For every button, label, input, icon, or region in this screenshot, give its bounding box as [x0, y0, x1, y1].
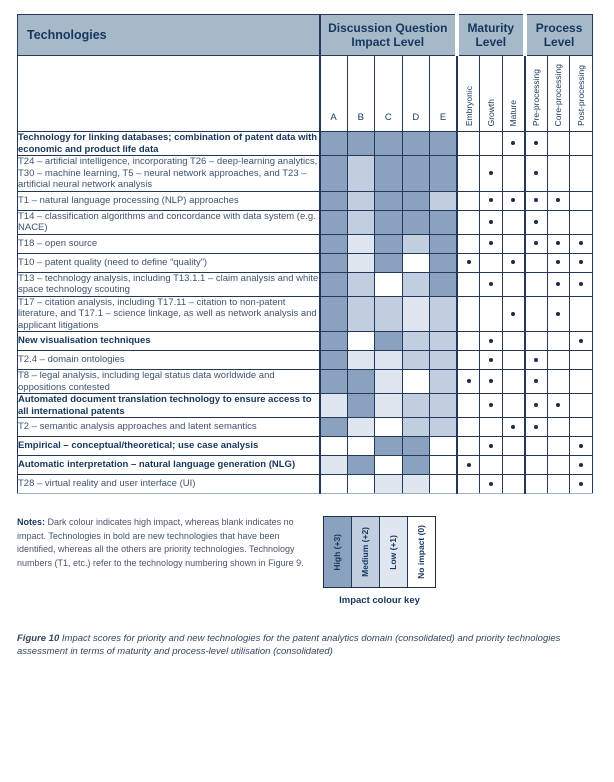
presence-dot [579, 482, 583, 486]
presence-dot [534, 425, 538, 429]
technology-label: T13 – technology analysis, including T13.1.1 – claim analysis and white space technology scouting [18, 272, 319, 295]
impact-cell [430, 351, 458, 370]
impact-cell [320, 272, 348, 296]
technology-label: T10 – patent quality (need to define “quality”) [18, 253, 320, 272]
dot-cell [570, 191, 593, 210]
impact-cell [402, 132, 430, 156]
impact-cell [347, 370, 375, 394]
dot-cell [570, 351, 593, 370]
impact-cell [430, 418, 458, 437]
presence-dot [489, 220, 493, 224]
dot-cell [547, 296, 570, 332]
impact-cell [320, 351, 348, 370]
dot-cell [525, 437, 548, 456]
impact-cell [320, 296, 348, 332]
presence-dot [489, 444, 493, 448]
presence-dot [534, 220, 538, 224]
presence-dot [534, 198, 538, 202]
impact-cell [402, 296, 430, 332]
process-group-header: Process Level [525, 15, 593, 56]
presence-dot [511, 260, 515, 264]
impact-cell [402, 272, 430, 296]
table-row [18, 296, 593, 332]
impact-cell [320, 234, 348, 253]
impact-cell [347, 272, 375, 296]
table-row [18, 191, 593, 210]
figure-caption-tag: Figure 10 [17, 633, 60, 644]
dot-cell [502, 191, 525, 210]
dot-cell [457, 370, 480, 394]
dot-cell [480, 296, 503, 332]
impact-cell [375, 437, 403, 456]
impact-cell [402, 332, 430, 351]
presence-dot [534, 379, 538, 383]
presence-dot [579, 463, 583, 467]
dot-cell [457, 210, 480, 234]
impact-cell [320, 418, 348, 437]
presence-dot [556, 198, 560, 202]
key-caption: Impact colour key [339, 595, 420, 606]
dot-cell [525, 210, 548, 234]
bottom-section [17, 516, 592, 606]
dot-cell [525, 332, 548, 351]
presence-dot [489, 403, 493, 407]
column-header-pre-processing: Pre-processing [525, 56, 548, 132]
impact-cell [320, 456, 348, 475]
dot-cell [525, 296, 548, 332]
impact-cell [430, 253, 458, 272]
impact-cell [320, 191, 348, 210]
dot-cell [570, 210, 593, 234]
presence-dot [534, 403, 538, 407]
table-row [18, 132, 593, 156]
dot-cell [480, 475, 503, 494]
impact-cell [347, 437, 375, 456]
key-swatch-label: Medium (+2) [360, 527, 370, 577]
presence-dot [579, 339, 583, 343]
impact-cell [347, 351, 375, 370]
dot-cell [547, 191, 570, 210]
presence-dot [489, 482, 493, 486]
impact-cell [320, 253, 348, 272]
dot-cell [525, 456, 548, 475]
table-row [18, 418, 593, 437]
presence-dot [556, 282, 560, 286]
dot-cell [570, 132, 593, 156]
technology-label: T2 – semantic analysis approaches and latent semantics [18, 418, 320, 437]
presence-dot [489, 339, 493, 343]
dot-cell [502, 253, 525, 272]
dot-cell [547, 156, 570, 192]
impact-cell [430, 156, 458, 192]
impact-cell [347, 296, 375, 332]
presence-dot [579, 260, 583, 264]
technology-label: T24 – artificial intelligence, incorporating T26 – deep-learning analytics, T30 – machine learning, T5 – neural network approaches, and T23 – artificial neural network analysis [18, 156, 320, 192]
column-header-embryonic: Embryonic [457, 56, 480, 132]
impact-cell [402, 253, 430, 272]
dot-cell [502, 437, 525, 456]
dot-cell [502, 210, 525, 234]
dot-cell [480, 351, 503, 370]
dot-cell [457, 437, 480, 456]
impact-cell [402, 351, 430, 370]
impact-cell [375, 394, 403, 418]
impact-cell [375, 210, 403, 234]
impact-cell [402, 156, 430, 192]
column-header-b: B [347, 56, 375, 132]
technology-label: T14 – classification algorithms and concordance with data system (e.g. NACE) [18, 210, 320, 234]
technology-label: T2.4 – domain ontologies [18, 351, 320, 370]
impact-cell [375, 132, 403, 156]
dot-cell [570, 456, 593, 475]
impact-cell [347, 156, 375, 192]
impact-cell [320, 370, 348, 394]
dot-cell [502, 272, 525, 296]
impact-cell [347, 234, 375, 253]
impact-cell [430, 191, 458, 210]
presence-dot [489, 198, 493, 202]
impact-cell [320, 437, 348, 456]
technology-label: T1 – natural language processing (NLP) approaches [18, 191, 320, 210]
impact-cell [347, 418, 375, 437]
presence-dot [556, 260, 560, 264]
technology-label: Automatic interpretation – natural language generation (NLG) [18, 456, 320, 475]
presence-dot [579, 444, 583, 448]
dot-cell [480, 156, 503, 192]
dot-cell [502, 456, 525, 475]
figure-caption [17, 632, 579, 658]
dot-cell [457, 156, 480, 192]
key-swatch-label: No impact (0) [416, 525, 426, 579]
presence-dot [511, 425, 515, 429]
presence-dot [579, 282, 583, 286]
technology-label: T8 – legal analysis, including legal status data worldwide and oppositions contested [18, 370, 320, 394]
presence-dot [534, 171, 538, 175]
table-row [18, 475, 593, 494]
presence-dot [467, 463, 471, 467]
table-row [18, 272, 593, 296]
dot-cell [547, 456, 570, 475]
table-row [18, 370, 593, 394]
impact-cell [402, 437, 430, 456]
dot-cell [570, 272, 593, 296]
key-swatch [351, 517, 379, 587]
technology-label: New visualisation techniques [18, 332, 320, 351]
column-header-growth: Growth [480, 56, 503, 132]
impact-colour-key [323, 516, 436, 606]
table-row [18, 351, 593, 370]
impact-cell [320, 475, 348, 494]
presence-dot [556, 312, 560, 316]
technology-label: T18 – open source [18, 234, 320, 253]
dot-cell [570, 418, 593, 437]
dot-cell [502, 418, 525, 437]
impact-cell [430, 475, 458, 494]
key-swatch-label: Low (+1) [388, 534, 398, 570]
dot-cell [547, 418, 570, 437]
dot-cell [480, 253, 503, 272]
impact-cell [402, 475, 430, 494]
impact-cell [375, 418, 403, 437]
dot-cell [480, 191, 503, 210]
dot-cell [502, 156, 525, 192]
dot-cell [547, 475, 570, 494]
notes-text: Dark colour indicates high impact, whereas blank indicates no impact. Technologies in bold are new technologies that have been identified, whereas all the others are priority technologies. Technology numbers (T1, etc.) refer to the technology numbering shown in Figure 9. [17, 517, 304, 568]
dot-cell [525, 351, 548, 370]
dot-cell [502, 370, 525, 394]
dot-cell [547, 132, 570, 156]
impact-cell [430, 296, 458, 332]
impact-cell [375, 234, 403, 253]
table-row [18, 210, 593, 234]
dot-cell [547, 370, 570, 394]
impact-cell [375, 156, 403, 192]
key-swatch [407, 517, 435, 587]
impact-cell [430, 272, 458, 296]
maturity-group-header: Maturity Level [457, 15, 525, 56]
dot-cell [502, 234, 525, 253]
impact-cell [347, 394, 375, 418]
impact-cell [402, 370, 430, 394]
presence-dot [556, 403, 560, 407]
column-header-d: D [402, 56, 430, 132]
dot-cell [570, 437, 593, 456]
dot-cell [480, 332, 503, 351]
table-row [18, 437, 593, 456]
table-row [18, 156, 593, 192]
subheader-row [18, 56, 593, 132]
dot-cell [457, 132, 480, 156]
impact-cell [402, 191, 430, 210]
technology-label: Technology for linking databases; combination of patent data with economic and product life data [18, 132, 320, 156]
presence-dot [579, 241, 583, 245]
technologies-header: Technologies [18, 15, 320, 56]
impact-cell [375, 332, 403, 351]
dot-cell [457, 418, 480, 437]
dot-cell [525, 191, 548, 210]
impact-cell [375, 370, 403, 394]
presence-dot [534, 358, 538, 362]
table-row [18, 332, 593, 351]
impact-cell [347, 475, 375, 494]
notes-block [17, 516, 309, 570]
key-swatch-row [323, 516, 436, 588]
impact-cell [320, 394, 348, 418]
dot-cell [525, 253, 548, 272]
dot-cell [457, 272, 480, 296]
dot-cell [547, 253, 570, 272]
impact-cell [347, 253, 375, 272]
dot-cell [525, 394, 548, 418]
dot-cell [547, 437, 570, 456]
presence-dot [489, 171, 493, 175]
dot-cell [480, 456, 503, 475]
impact-cell [375, 272, 403, 296]
impact-cell [402, 456, 430, 475]
dot-cell [480, 418, 503, 437]
table-row [18, 456, 593, 475]
impact-cell [402, 234, 430, 253]
dot-cell [525, 272, 548, 296]
presence-dot [556, 241, 560, 245]
impact-cell [320, 332, 348, 351]
table-row [18, 253, 593, 272]
technology-impact-table [17, 14, 593, 494]
presence-dot [489, 241, 493, 245]
dot-cell [570, 475, 593, 494]
dot-cell [457, 475, 480, 494]
key-swatch [324, 517, 351, 587]
impact-cell [320, 156, 348, 192]
dot-cell [457, 191, 480, 210]
presence-dot [534, 241, 538, 245]
presence-dot [467, 379, 471, 383]
impact-cell [347, 191, 375, 210]
dot-cell [525, 132, 548, 156]
dot-cell [525, 234, 548, 253]
dot-cell [480, 132, 503, 156]
dot-cell [547, 351, 570, 370]
dot-cell [480, 437, 503, 456]
impact-cell [430, 332, 458, 351]
technology-label: T17 – citation analysis, including T17.11 – citation to non-patent literature, and T17.1 – science linkage, as well as network analysis and applicant litigations [18, 296, 320, 332]
dot-cell [502, 332, 525, 351]
dot-cell [525, 156, 548, 192]
impact-cell [375, 253, 403, 272]
dot-cell [570, 234, 593, 253]
dot-cell [525, 418, 548, 437]
dot-cell [570, 370, 593, 394]
column-header-c: C [375, 56, 403, 132]
table-body [18, 132, 593, 494]
presence-dot [467, 260, 471, 264]
impact-cell [375, 296, 403, 332]
technology-label: Empirical – conceptual/theoretical; use case analysis [18, 437, 320, 456]
dot-cell [457, 296, 480, 332]
impact-cell [402, 394, 430, 418]
presence-dot [489, 379, 493, 383]
dot-cell [480, 394, 503, 418]
column-header-mature: Mature [502, 56, 525, 132]
impact-cell [430, 132, 458, 156]
impact-cell [320, 132, 348, 156]
column-header-e: E [430, 56, 458, 132]
impact-cell [430, 210, 458, 234]
dot-cell [547, 332, 570, 351]
impact-cell [347, 210, 375, 234]
presence-dot [511, 141, 515, 145]
presence-dot [511, 198, 515, 202]
dot-cell [525, 475, 548, 494]
table-row [18, 394, 593, 418]
notes-label: Notes: [17, 517, 46, 527]
impact-cell [430, 456, 458, 475]
impact-cell [347, 332, 375, 351]
figure-caption-text: Impact scores for priority and new technologies for the patent analytics domain (consolidated) and priority technologies assessment in terms of maturity and process-level utilisation (consolidated) [17, 633, 561, 657]
dot-cell [457, 456, 480, 475]
key-swatch-label: High (+3) [332, 533, 342, 571]
presence-dot [489, 282, 493, 286]
dot-cell [457, 253, 480, 272]
dot-cell [547, 210, 570, 234]
header-band [18, 15, 593, 56]
dot-cell [547, 394, 570, 418]
presence-dot [489, 358, 493, 362]
technology-label: T28 – virtual reality and user interface (UI) [18, 475, 320, 494]
dot-cell [502, 296, 525, 332]
impact-cell [375, 475, 403, 494]
dot-cell [502, 475, 525, 494]
dot-cell [570, 394, 593, 418]
dot-cell [570, 253, 593, 272]
dot-cell [502, 351, 525, 370]
column-header-post-processing: Post-processing [570, 56, 593, 132]
impact-cell [402, 418, 430, 437]
impact-cell [430, 370, 458, 394]
empty-label-cell [18, 56, 320, 132]
technology-label: Automated document translation technology to ensure access to all international patents [18, 394, 320, 418]
dot-cell [480, 272, 503, 296]
impact-cell [347, 132, 375, 156]
impact-cell [347, 456, 375, 475]
dot-cell [480, 210, 503, 234]
impact-cell [375, 351, 403, 370]
dot-cell [457, 332, 480, 351]
presence-dot [534, 141, 538, 145]
dot-cell [570, 332, 593, 351]
key-swatch [379, 517, 407, 587]
impact-cell [430, 234, 458, 253]
dot-cell [502, 132, 525, 156]
impact-cell [375, 191, 403, 210]
impact-cell [430, 437, 458, 456]
impact-cell [375, 456, 403, 475]
dot-cell [457, 234, 480, 253]
impact-cell [430, 394, 458, 418]
dot-cell [570, 156, 593, 192]
dot-cell [547, 234, 570, 253]
dot-cell [457, 394, 480, 418]
dot-cell [547, 272, 570, 296]
impact-cell [320, 210, 348, 234]
column-header-core-processing: Core-processing [547, 56, 570, 132]
table-row [18, 234, 593, 253]
presence-dot [511, 312, 515, 316]
dot-cell [480, 370, 503, 394]
dot-cell [502, 394, 525, 418]
impact-group-header: Discussion Question Impact Level [320, 15, 458, 56]
dot-cell [457, 351, 480, 370]
impact-cell [402, 210, 430, 234]
column-header-a: A [320, 56, 348, 132]
dot-cell [525, 370, 548, 394]
dot-cell [480, 234, 503, 253]
dot-cell [570, 296, 593, 332]
